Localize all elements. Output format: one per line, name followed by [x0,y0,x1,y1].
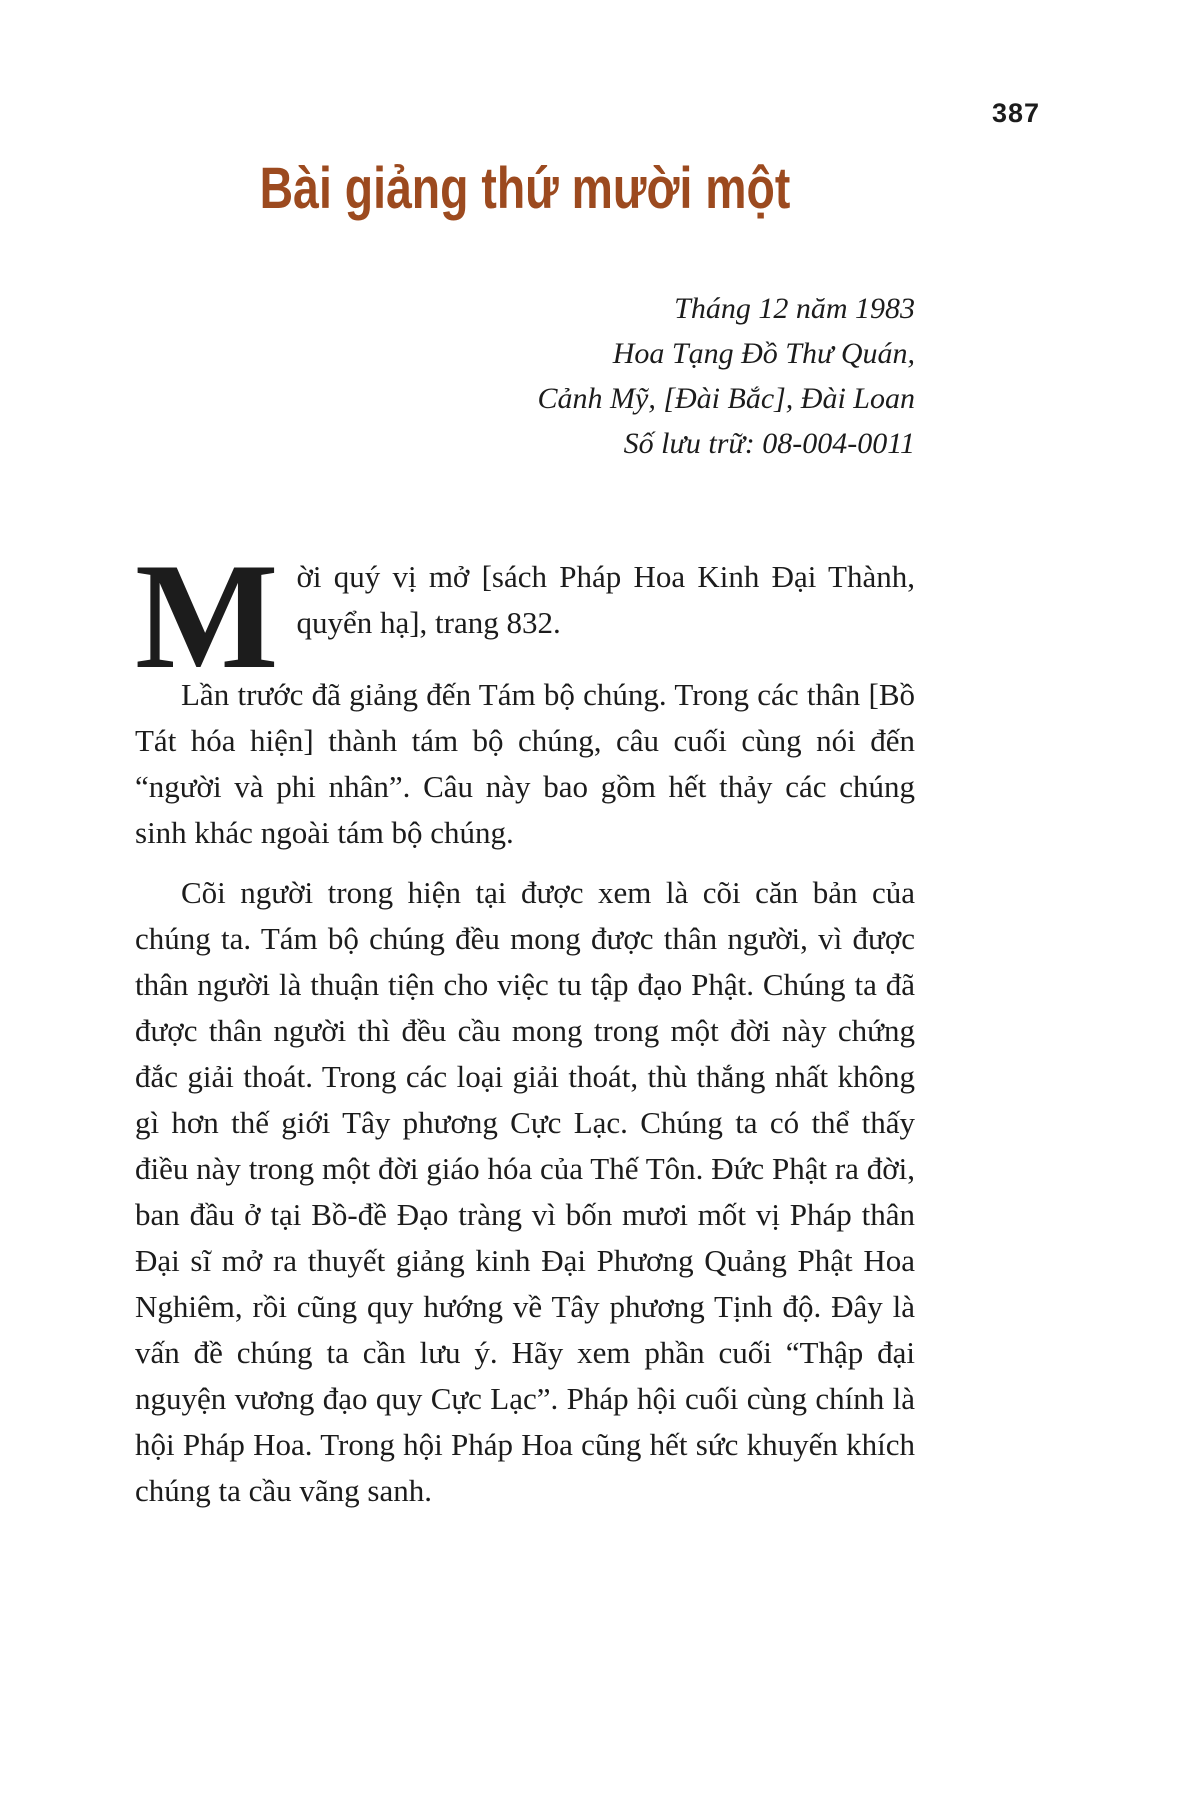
dropcap-letter: M [135,532,279,700]
dateline-block [135,286,915,466]
body-text [135,532,915,1514]
dateline-line: Tháng 12 năm 1983 [674,292,915,325]
body-paragraph: Lần trước đã giảng đến Tám bộ chúng. Trong các thân [Bồ Tát hóa hiện] thành tám bộ chúng, câu cuối cùng nói đến “người và phi nhân”. Câu này bao gồm hết thảy các chúng sinh khác ngoài tám bộ chúng. [135,677,915,851]
page-number: 387 [991,98,1040,128]
dateline-line: Hoa Tạng Đồ Thư Quán, [612,337,915,370]
opening-paragraph [135,532,915,700]
body-paragraph: Cõi người trong hiện tại được xem là cõi căn bản của chúng ta. Tám bộ chúng đều mong được thân người, vì được thân người là thuận tiện cho việc tu tập đạo Phật. Chúng ta đã được thân người thì đều cầu mong trong một đời này chứng đắc giải thoát. Trong các loại giải thoát, thù thắng nhất không gì hơn thế giới Tây phương Cực Lạc. Chúng ta có thể thấy điều này trong một đời giáo hóa của Thế Tôn. Đức Phật ra đời, ban đầu ở tại Bồ-đề Đạo tràng vì bốn mươi mốt vị Pháp thân Đại sĩ mở ra thuyết giảng kinh Đại Phương Quảng Phật Hoa Nghiêm, rồi cũng quy hướng về Tây phương Tịnh độ. Đây là vấn đề chúng ta cần lưu ý. Hãy xem phần cuối “Thập đại nguyện vương đạo quy Cực Lạc”. Pháp hội cuối cùng chính là hội Pháp Hoa. Trong hội Pháp Hoa cũng hết sức khuyến khích chúng ta cầu vãng sanh. [135,875,915,1509]
opening-paragraph-text: ời quý vị mở [sách Pháp Hoa Kinh Đại Thành, quyển hạ], trang 832. [296,559,915,640]
dateline-line: Số lưu trữ: 08-004-0011 [623,427,915,460]
dateline-line: Cảnh Mỹ, [Đài Bắc], Đài Loan [537,382,915,415]
chapter-title: Bài giảng thứ mười một [259,156,791,221]
